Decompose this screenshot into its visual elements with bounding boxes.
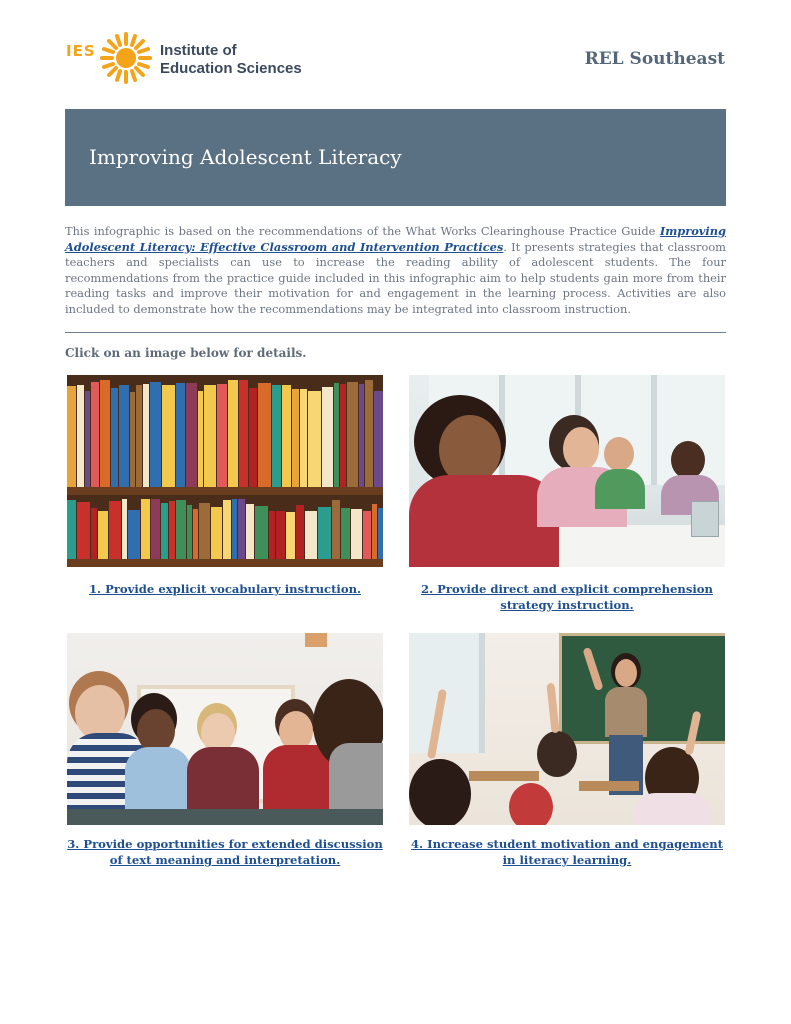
book [211,507,222,559]
logo-abbreviation: IES [66,42,96,60]
raised-hands-classroom-image[interactable] [409,633,725,825]
window [409,633,485,753]
intro-text-after: . It presents strategies that classroom teachers and specialists can use to increase the reading ability of adolescent students. The four recommendations from the practice guide included in this infographic aim to help students gain more from their reading tasks and improve their motivation for and engagement in the learning process. Activities are also included to demonstrate how the recommendations may be integrated into classroom instruction. [65,239,726,316]
book [77,385,84,487]
book [141,499,150,559]
book [282,385,291,487]
book [246,504,254,559]
book [217,384,227,487]
raised-hand [546,683,559,734]
student-back [409,759,471,825]
teacher-face [615,659,637,687]
card-comprehension [409,375,725,613]
book [151,499,160,559]
logo-wordmark [160,42,302,78]
students-writing-image[interactable] [409,375,725,567]
intro-paragraph [65,224,726,318]
shelf-board [67,487,383,495]
page-title: Improving Adolescent Literacy [89,145,402,169]
student-back [537,731,577,777]
shelf-board [67,559,383,567]
book [176,383,185,487]
book [359,384,364,487]
book [351,509,362,559]
book [286,512,295,559]
student-shirt [635,793,711,825]
book [269,511,275,559]
book [193,509,198,559]
book [204,385,216,487]
title-banner [65,109,726,206]
group-discussion-image[interactable] [67,633,383,825]
library-bookshelf-image[interactable] [67,375,383,567]
student-red-backpack [509,783,553,825]
book [198,391,203,487]
book [228,380,238,487]
practice-guide-link[interactable]: Improving Adolescent Literacy: Effective Classroom and Intervention Practices [65,224,726,254]
logo-line-2: Education Sciences [160,60,302,77]
student-face [604,437,634,471]
book [300,389,307,487]
book [238,499,245,559]
desk [579,781,639,791]
book [130,392,135,487]
book [363,511,371,559]
book [109,501,121,559]
student-face [563,427,599,471]
book [341,508,350,559]
book [347,382,358,487]
book [111,388,118,487]
book [100,380,110,487]
book [169,501,175,559]
book [85,391,90,487]
book [122,499,127,559]
click-instruction: Click on an image below for details. [65,346,307,360]
book [249,388,257,487]
book [340,384,346,487]
teacher-cardigan [605,687,647,737]
ceiling-detail [305,633,327,647]
book [258,383,271,487]
rel-label: REL Southeast [584,49,725,69]
bookshelf-row [67,375,383,487]
book [176,500,186,559]
book [305,511,317,559]
recommendation-4-link[interactable]: 4. Increase student motivation and engagement in literacy learning. [411,837,723,867]
book [186,383,197,487]
book [276,511,285,559]
book [67,500,76,559]
ies-logo[interactable] [66,32,326,88]
book [365,380,373,487]
book [91,508,97,559]
book [161,503,168,559]
book [67,386,76,487]
pencil-cup [691,501,719,537]
book [334,383,339,487]
recommendation-2-link[interactable]: 2. Provide direct and explicit comprehension strategy instruction. [421,582,713,612]
book [292,389,299,487]
book [272,385,281,487]
book [143,384,149,487]
book [199,503,210,559]
book [77,502,90,559]
card-discussion [67,633,383,868]
book [374,391,383,487]
book [119,385,129,487]
book [223,500,231,559]
book [322,387,333,487]
book [150,382,161,487]
book [239,380,248,487]
book [232,499,237,559]
book [308,391,321,487]
card-vocabulary [67,375,383,597]
book [296,505,304,559]
student-hair [671,441,705,479]
student-green-shirt [595,469,645,509]
book [378,508,383,559]
book [162,385,175,487]
bookshelf-row [67,495,383,559]
intro-text-before: This infographic is based on the recommendations of the What Works Clearinghouse Practice Guide [65,224,660,238]
sun-icon [100,32,152,84]
book [372,504,377,559]
book [136,385,142,487]
book [128,510,140,559]
recommendation-1-link[interactable]: 1. Provide explicit vocabulary instruction. [88,582,362,596]
book [255,506,268,559]
desk [469,771,539,781]
book [98,511,108,559]
recommendation-3-link[interactable]: 3. Provide opportunities for extended discussion of text meaning and interpretation. [67,837,383,867]
book [332,500,340,559]
divider [65,332,726,333]
page-header [0,0,791,100]
book [187,505,192,559]
book [91,382,99,487]
logo-line-1: Institute of [160,42,237,59]
table [67,809,383,825]
card-motivation [409,633,725,868]
book [318,507,331,559]
